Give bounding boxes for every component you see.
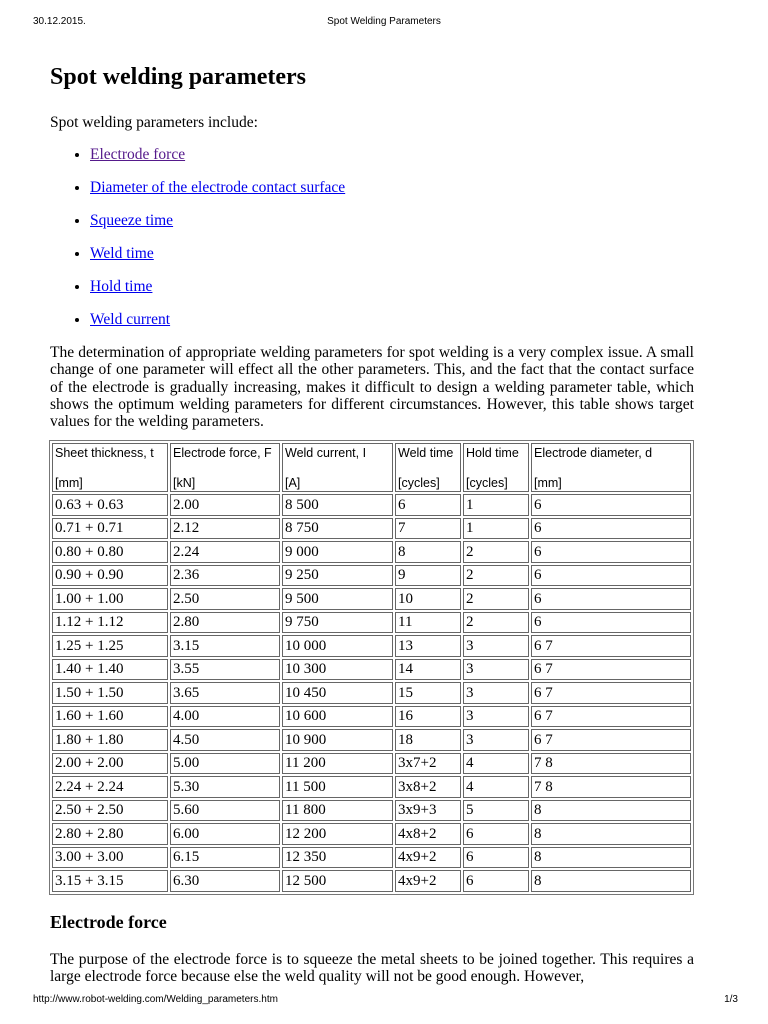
table-cell: 10 300 [282,659,393,681]
table-cell: 2.80 [170,612,280,634]
table-cell: 6 [463,847,529,869]
header-label: Weld time [398,446,454,461]
table-cell: 2.12 [170,518,280,540]
table-row [52,494,691,516]
table-cell: 0.71 + 0.71 [52,518,168,540]
table-cell: 1.00 + 1.00 [52,588,168,610]
table-row [52,706,691,728]
table-row [52,518,691,540]
table-cell: 5.60 [170,800,280,822]
table-cell: 6 7 [531,706,691,728]
header-label: Weld current, I [285,446,367,461]
table-cell: 6 7 [531,635,691,657]
table-cell: 6 [531,612,691,634]
list-item [90,245,694,263]
table-cell: 2 [463,541,529,563]
link-electrode-diameter[interactable]: Diameter of the electrode contact surface [90,179,346,196]
table-cell: 2.00 [170,494,280,516]
header-cell [395,443,461,492]
table-cell: 8 [531,847,691,869]
table-cell: 3x9+3 [395,800,461,822]
table-cell: 3 [463,706,529,728]
table-cell: 3 [463,659,529,681]
table-cell: 11 800 [282,800,393,822]
table-cell: 0.90 + 0.90 [52,565,168,587]
table-cell: 2.80 + 2.80 [52,823,168,845]
table-cell: 0.80 + 0.80 [52,541,168,563]
header-unit: [mm] [55,476,83,491]
page-number: 1/3 [724,994,738,1005]
print-date: 30.12.2015. [33,16,86,27]
table-cell: 10 900 [282,729,393,751]
table-cell: 11 500 [282,776,393,798]
table-cell: 6.00 [170,823,280,845]
table-cell: 13 [395,635,461,657]
table-cell: 2.36 [170,565,280,587]
list-item [90,212,694,230]
table-cell: 6 7 [531,659,691,681]
table-row [52,847,691,869]
welding-parameter-table [49,440,694,895]
table-cell: 14 [395,659,461,681]
table-cell: 3.15 + 3.15 [52,870,168,892]
header-label: Sheet thickness, t [55,446,154,461]
header-unit: [cycles] [466,476,508,491]
table-row [52,588,691,610]
table-cell: 1 [463,494,529,516]
table-cell: 2.24 + 2.24 [52,776,168,798]
table-row [52,729,691,751]
table-cell: 3 [463,635,529,657]
table-cell: 4.00 [170,706,280,728]
table-cell: 8 [531,870,691,892]
header-unit: [A] [285,476,301,491]
table-cell: 9 750 [282,612,393,634]
table-cell: 1 [463,518,529,540]
table-cell: 12 500 [282,870,393,892]
table-cell: 1.50 + 1.50 [52,682,168,704]
table-cell: 8 [531,823,691,845]
table-cell: 10 000 [282,635,393,657]
table-cell: 7 8 [531,753,691,775]
table-cell: 16 [395,706,461,728]
table-cell: 2.24 [170,541,280,563]
table-cell: 1.12 + 1.12 [52,612,168,634]
table-cell: 7 [395,518,461,540]
table-cell: 5 [463,800,529,822]
table-cell: 11 [395,612,461,634]
parameter-link-list [50,146,694,329]
table-cell: 1.25 + 1.25 [52,635,168,657]
table-row [52,541,691,563]
header-cell [52,443,168,492]
intro-text: Spot welding parameters include: [50,114,258,131]
table-cell: 1.40 + 1.40 [52,659,168,681]
table-row [52,635,691,657]
print-title: Spot Welding Parameters [327,16,441,27]
table-cell: 2.50 [170,588,280,610]
header-cell [170,443,280,492]
table-row [52,776,691,798]
table-cell: 3.65 [170,682,280,704]
table-cell: 6 7 [531,729,691,751]
list-item [90,311,694,329]
table-cell: 6 7 [531,682,691,704]
link-weld-current[interactable]: Weld current [90,311,171,328]
table-cell: 3x8+2 [395,776,461,798]
table-cell: 4.50 [170,729,280,751]
table-cell: 8 500 [282,494,393,516]
header-unit: [kN] [173,476,196,491]
table-row [52,800,691,822]
table-row [52,870,691,892]
table-cell: 8 [531,800,691,822]
table-cell: 4x8+2 [395,823,461,845]
table-header-row [52,443,691,492]
table-cell: 3.00 + 3.00 [52,847,168,869]
header-unit: [cycles] [398,476,440,491]
header-label: Electrode force, F [173,446,272,461]
table-cell: 6 [531,494,691,516]
table-cell: 3 [463,729,529,751]
table-cell: 4x9+2 [395,847,461,869]
table-cell: 2 [463,565,529,587]
table-row [52,682,691,704]
link-squeeze-time[interactable]: Squeeze time [90,212,174,229]
table-cell: 12 350 [282,847,393,869]
header-unit: [mm] [534,476,562,491]
table-cell: 6 [531,541,691,563]
table-cell: 4x9+2 [395,870,461,892]
table-cell: 3.15 [170,635,280,657]
table-cell: 6 [463,870,529,892]
table-cell: 9 [395,565,461,587]
table-cell: 3 [463,682,529,704]
list-item [90,146,694,164]
table-cell: 3x7+2 [395,753,461,775]
table-cell: 10 [395,588,461,610]
table-cell: 12 200 [282,823,393,845]
table-cell: 7 8 [531,776,691,798]
table-row [52,565,691,587]
section-heading-electrode-force: Electrode force [50,911,167,932]
table-cell: 9 250 [282,565,393,587]
table-row [52,612,691,634]
section-paragraph: The purpose of the electrode force is to squeeze the metal sheets to be joined together. This requires a large electrode force because else the weld quality will not be good enough. However, [50,950,694,986]
table-cell: 4 [463,776,529,798]
table-cell: 6 [463,823,529,845]
list-item [90,179,694,197]
header-cell [282,443,393,492]
table-cell: 1.80 + 1.80 [52,729,168,751]
table-row [52,753,691,775]
print-footer [33,994,738,1008]
table-cell: 11 200 [282,753,393,775]
table-cell: 6 [531,588,691,610]
table-cell: 9 500 [282,588,393,610]
table-cell: 5.30 [170,776,280,798]
table-row [52,823,691,845]
print-url: http://www.robot-welding.com/Welding_parameters.htm [33,994,278,1005]
table-cell: 1.60 + 1.60 [52,706,168,728]
table-cell: 2.50 + 2.50 [52,800,168,822]
table-cell: 10 450 [282,682,393,704]
table-cell: 9 000 [282,541,393,563]
table-cell: 8 750 [282,518,393,540]
table-cell: 6 [395,494,461,516]
table-cell: 2.00 + 2.00 [52,753,168,775]
table-cell: 8 [395,541,461,563]
link-hold-time[interactable]: Hold time [90,278,153,295]
header-label: Electrode diameter, d [534,446,653,461]
table-cell: 15 [395,682,461,704]
table-row [52,659,691,681]
link-electrode-force[interactable]: Electrode force [90,146,186,163]
list-item [90,278,694,296]
table-cell: 3.55 [170,659,280,681]
table-cell: 6.30 [170,870,280,892]
link-weld-time[interactable]: Weld time [90,245,154,262]
page-title: Spot welding parameters [50,64,306,90]
print-header [33,16,735,30]
table-cell: 6 [531,565,691,587]
table-cell: 6.15 [170,847,280,869]
table-cell: 10 600 [282,706,393,728]
table-cell: 0.63 + 0.63 [52,494,168,516]
table-cell: 6 [531,518,691,540]
header-cell [531,443,691,492]
page-content [50,60,694,986]
table-cell: 18 [395,729,461,751]
table-cell: 2 [463,612,529,634]
table-cell: 4 [463,753,529,775]
header-cell [463,443,529,492]
table-cell: 5.00 [170,753,280,775]
table-cell: 2 [463,588,529,610]
header-label: Hold time [466,446,519,461]
description-paragraph: The determination of appropriate welding parameters for spot welding is a very complex issue. A small change of one parameter will effect all the other parameters. This, and the fact that the contact surface of the electrode is gradually increasing, makes it difficult to design a welding parameter table, which shows the optimum welding parameters for different circumstances. However, this table shows target values for the welding parameters. [50,344,694,431]
